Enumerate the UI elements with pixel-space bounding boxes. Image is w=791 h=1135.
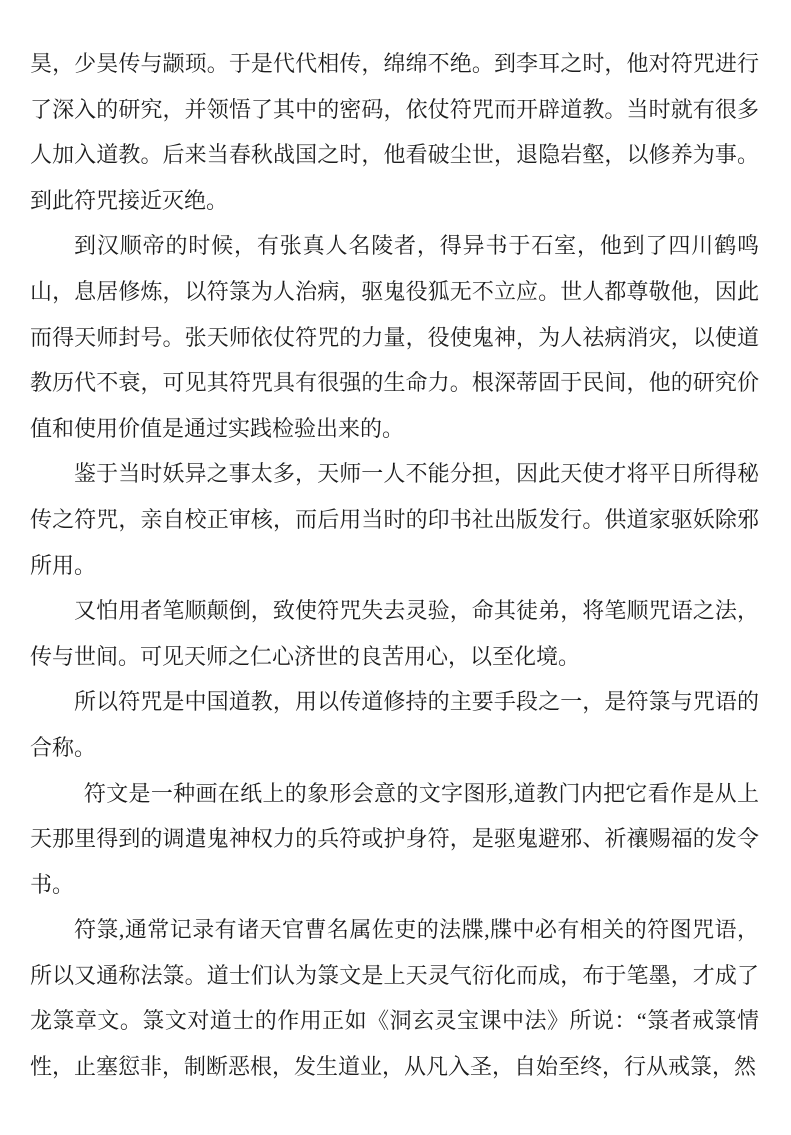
paragraph: 又怕用者笔顺颠倒，致使符咒失去灵验，命其徒弟，将笔顺咒语之法，传与世间。可见天师之仁心济世的良苦用心，以至化境。 (30, 598, 759, 669)
paragraph: 鉴于当时妖异之事太多，天师一人不能分担，因此天使才将平日所得秘传之符咒，亲自校正审核，而后用当时的印书社出版发行。供道家驱妖除邪所用。 (30, 461, 759, 578)
paragraph: 到汉顺帝的时候，有张真人名陵者，得异书于石室，他到了四川鹤鸣山，息居修炼，以符箓为人治病，驱鬼役狐无不立应。世人都尊敬他，因此而得天师封号。张天师依仗符咒的力量，役使鬼神，为人祛病消灾，以使道教历代不衰，可见其符咒具有很强的生命力。根深蒂固于民间，他的研究价值和使用价值是通过实践检验出来的。 (30, 233, 759, 441)
paragraph: 符箓,通常记录有诸天官曹名属佐吏的法牒,牒中必有相关的符图咒语，所以又通称法箓。道士们认为箓文是上天灵气衍化而成，布于笔墨，才成了龙箓章文。箓文对道士的作用正如《洞玄灵宝课中法》所说：“箓者戒箓情性，止塞愆非，制断恶根，发生道业，从凡入圣，自始至终，行从戒箓，然 (30, 917, 759, 1080)
paragraph: 所以符咒是中国道教，用以传道修持的主要手段之一，是符箓与咒语的合称。 (30, 689, 759, 760)
paragraph: 符文是一种画在纸上的象形会意的文字图形,道教门内把它看作是从上天那里得到的调遣鬼神权力的兵符或护身符，是驱鬼避邪、祈禳赐福的发令书。 (30, 780, 759, 897)
paragraph: 昊，少昊传与颛顼。于是代代相传，绵绵不绝。到李耳之时，他对符咒进行了深入的研究，并领悟了其中的密码，依仗符咒而开辟道教。当时就有很多人加入道教。后来当春秋战国之时，他看破尘世，退隐岩壑，以修养为事。到此符咒接近灭绝。 (30, 51, 759, 213)
